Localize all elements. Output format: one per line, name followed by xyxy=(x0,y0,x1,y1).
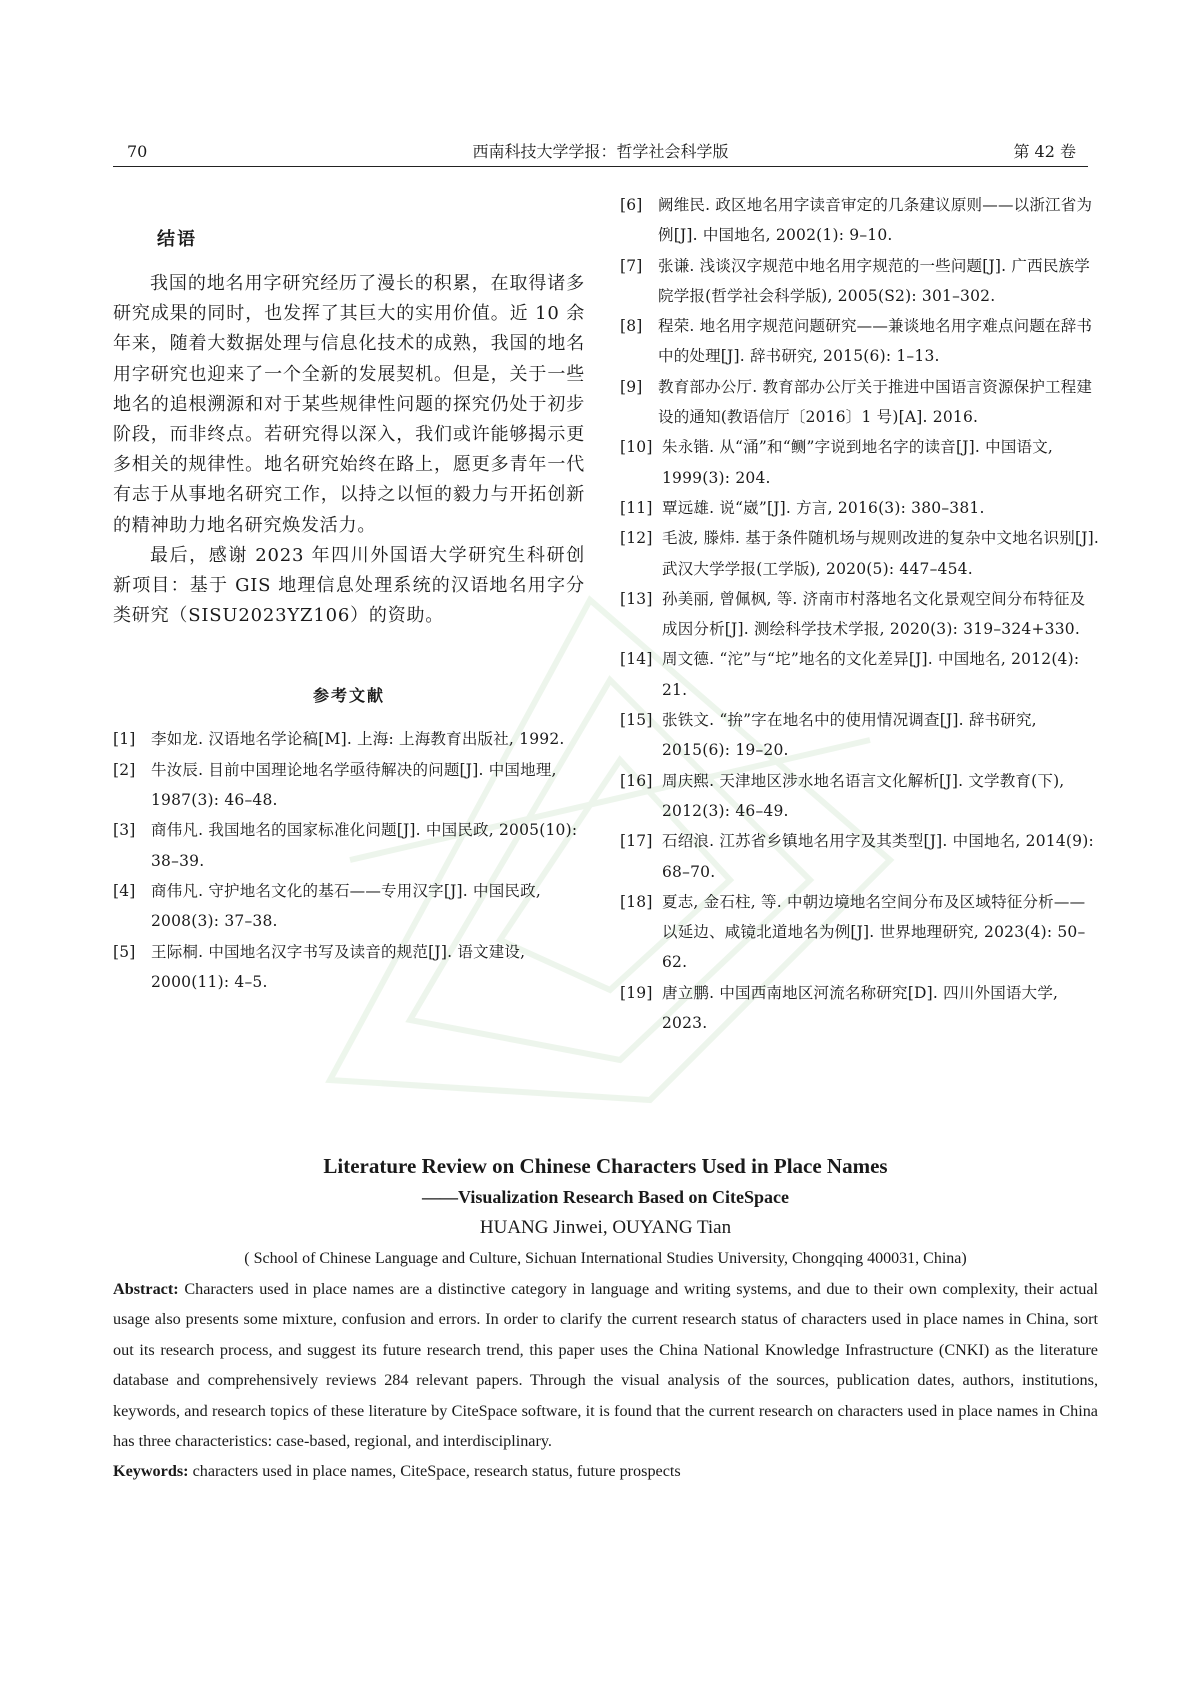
reference-text: 张谦. 浅谈汉字规范中地名用字规范的一些问题[J]. 广西民族学院学报(哲学社会科学版), 2005(S2): 301–302. xyxy=(658,256,1090,305)
reference-text: 牛汝辰. 目前中国理论地名学亟待解决的问题[J]. 中国地理, 1987(3): 46–48. xyxy=(151,760,557,810)
reference-item xyxy=(620,705,1100,766)
reference-text: 周庆熙. 天津地区涉水地名语言文化解析[J]. 文学教育(下), 2012(3): 46–49. xyxy=(662,771,1065,820)
reference-text: 王际桐. 中国地名汉字书写及读音的规范[J]. 语文建设, 2000(11): 4–5. xyxy=(151,942,526,991)
reference-item xyxy=(620,251,1100,312)
english-subtitle: ——Visualization Research Based on CiteSpace xyxy=(422,1187,789,1207)
reference-text: 周文德. “沱”与“坨”地名的文化差异[J]. 中国地名, 2012(4): 21. xyxy=(662,650,1080,699)
page-number: 70 xyxy=(127,142,148,161)
reference-text: 李如龙. 汉语地名学论稿[M]. 上海: 上海教育出版社, 1992. xyxy=(151,730,565,749)
reference-number: [1] xyxy=(113,730,136,749)
reference-number: [7] xyxy=(620,256,643,275)
reference-item xyxy=(113,815,585,876)
reference-text: 教育部办公厅. 教育部办公厅关于推进中国语言资源保护工程建设的通知(教语信厅〔2016〕1 号)[A]. 2016. xyxy=(658,377,1093,427)
abstract xyxy=(113,1274,1098,1456)
reference-text: 张铁文. “拚”字在地名中的使用情况调查[J]. 辞书研究, 2015(6): 19–20. xyxy=(662,711,1037,760)
keywords xyxy=(113,1456,1098,1486)
reference-item xyxy=(620,978,1100,1039)
reference-item xyxy=(620,766,1100,827)
reference-text: 唐立鹏. 中国西南地区河流名称研究[D]. 四川外国语大学, 2023. xyxy=(662,983,1059,1033)
abstract-text: Characters used in place names are a distinctive category in language and writing systems, and due to their own complexity, their actual usage also presents some mixture, confusion and errors. In order to clarify the current research status of characters used in place names in China, sort out its research process, and suggest its future research trend, this paper uses the China National Knowledge Infrastructure (CNKI) as the literature database and comprehensively reviews 284 relevant papers. Through the visual analysis of the sources, publication dates, authors, institutions, keywords, and research topics of these literature by CiteSpace software, it is found that the current research on characters used in place names in China has three characteristics: case-based, regional, and interdisciplinary. xyxy=(113,1280,1099,1451)
reference-number: [10] xyxy=(620,438,653,457)
english-abstract-section xyxy=(113,1150,1098,1486)
reference-text: 毛波, 滕炜. 基于条件随机场与规则改进的复杂中文地名识别[J]. 武汉大学学报(工学版), 2020(5): 447–454. xyxy=(662,529,1100,578)
reference-number: [19] xyxy=(620,983,653,1002)
abstract-label: Abstract: xyxy=(113,1280,179,1298)
reference-number: [3] xyxy=(113,821,136,840)
reference-number: [5] xyxy=(113,942,136,961)
reference-item xyxy=(620,311,1100,372)
reference-number: [15] xyxy=(620,711,653,730)
reference-item xyxy=(113,755,585,816)
reference-number: [17] xyxy=(620,832,653,851)
reference-number: [8] xyxy=(620,317,643,336)
reference-number: [9] xyxy=(620,377,643,396)
reference-text: 商伟凡. 守护地名文化的基石——专用汉字[J]. 中国民政, 2008(3): 37–38. xyxy=(151,881,541,931)
journal-name: 西南科技大学学报：哲学社会科学版 xyxy=(472,142,729,161)
reference-item xyxy=(113,724,585,754)
right-column xyxy=(620,190,1100,1038)
authors: HUANG Jinwei, OUYANG Tian xyxy=(479,1217,732,1238)
reference-number: [2] xyxy=(113,760,136,779)
references-title: 参考文献 xyxy=(312,686,385,706)
english-title: Literature Review on Chinese Characters Used in Place Names xyxy=(323,1154,888,1178)
reference-item xyxy=(113,937,585,998)
reference-text: 商伟凡. 我国地名的国家标准化问题[J]. 中国民政, 2005(10): 38–39. xyxy=(151,821,578,870)
reference-text: 程荣. 地名用字规范问题研究——兼谈地名用字难点问题在辞书中的处理[J]. 辞书研究, 2015(6): 1–13. xyxy=(658,317,1093,366)
keywords-label: Keywords: xyxy=(113,1462,189,1481)
reference-item xyxy=(620,644,1100,705)
reference-number: [6] xyxy=(620,196,643,214)
reference-item xyxy=(620,887,1100,978)
affiliation: ( School of Chinese Language and Culture, Sichuan International Studies University, Chongqing 400031, China) xyxy=(244,1250,967,1267)
paragraph: 最后，感谢 2023 年四川外国语大学研究生科研创新项目：基于 GIS 地理信息处理系统的汉语地名用字分类研究（SISU2023YZ106）的资助。 xyxy=(113,544,585,627)
reference-item xyxy=(620,523,1100,584)
reference-item xyxy=(620,190,1100,251)
reference-text: 阙维民. 政区地名用字读音审定的几条建议原则——以浙江省为例[J]. 中国地名, 2002(1): 9–10. xyxy=(658,196,1093,245)
reference-item xyxy=(620,826,1100,887)
left-column xyxy=(113,205,585,997)
reference-number: [4] xyxy=(113,881,136,900)
reference-text: 覃远雄. 说“崴”[J]. 方言, 2016(3): 380–381. xyxy=(662,498,985,517)
reference-number: [18] xyxy=(620,892,653,911)
reference-item xyxy=(620,432,1100,493)
reference-number: [11] xyxy=(620,498,653,517)
reference-text: 石绍浪. 江苏省乡镇地名用字及其类型[J]. 中国地名, 2014(9): 68–70. xyxy=(662,832,1094,881)
reference-item xyxy=(620,584,1100,645)
volume-label: 第 42 卷 xyxy=(1013,142,1076,161)
reference-number: [13] xyxy=(620,589,653,608)
page-header xyxy=(113,138,1088,167)
reference-item xyxy=(620,372,1100,433)
reference-number: [12] xyxy=(620,529,653,548)
reference-item xyxy=(620,493,1100,523)
reference-item xyxy=(113,876,585,937)
reference-text: 朱永锴. 从“涌”和“鲗”字说到地名字的读音[J]. 中国语文, 1999(3): 204. xyxy=(662,438,1054,487)
reference-number: [14] xyxy=(620,650,653,669)
keywords-text: characters used in place names, CiteSpace, research status, future prospects xyxy=(192,1462,681,1481)
section-title: 结语 xyxy=(157,229,197,250)
reference-text: 夏志, 金石柱, 等. 中朝边境地名空间分布及区域特征分析——以延边、咸镜北道地名为例[J]. 世界地理研究, 2023(4): 50–62. xyxy=(662,892,1086,972)
reference-number: [16] xyxy=(620,771,653,790)
reference-text: 孙美丽, 曾佩枫, 等. 济南市村落地名文化景观空间分布特征及成因分析[J]. 测绘科学技术学报, 2020(3): 319–324+330. xyxy=(662,589,1086,639)
paragraph: 我国的地名用字研究经历了漫长的积累，在取得诸多研究成果的同时，也发挥了其巨大的实用价值。近 10 余年来，随着大数据处理与信息化技术的成熟，我国的地名用字研究也迎来了一个全新的发展契机。但是，关于一些地名的追根溯源和对于某些规律性问题的探究仍处于初步阶段，而非终点。若研究得以深入，我们或许能够揭示更多相关的规律性。地名研究始终在路上，愿更多青年一代有志于从事地名研究工作，以持之以恒的毅力与开拓创新的精神助力地名研究焕发活力。 xyxy=(113,273,585,536)
